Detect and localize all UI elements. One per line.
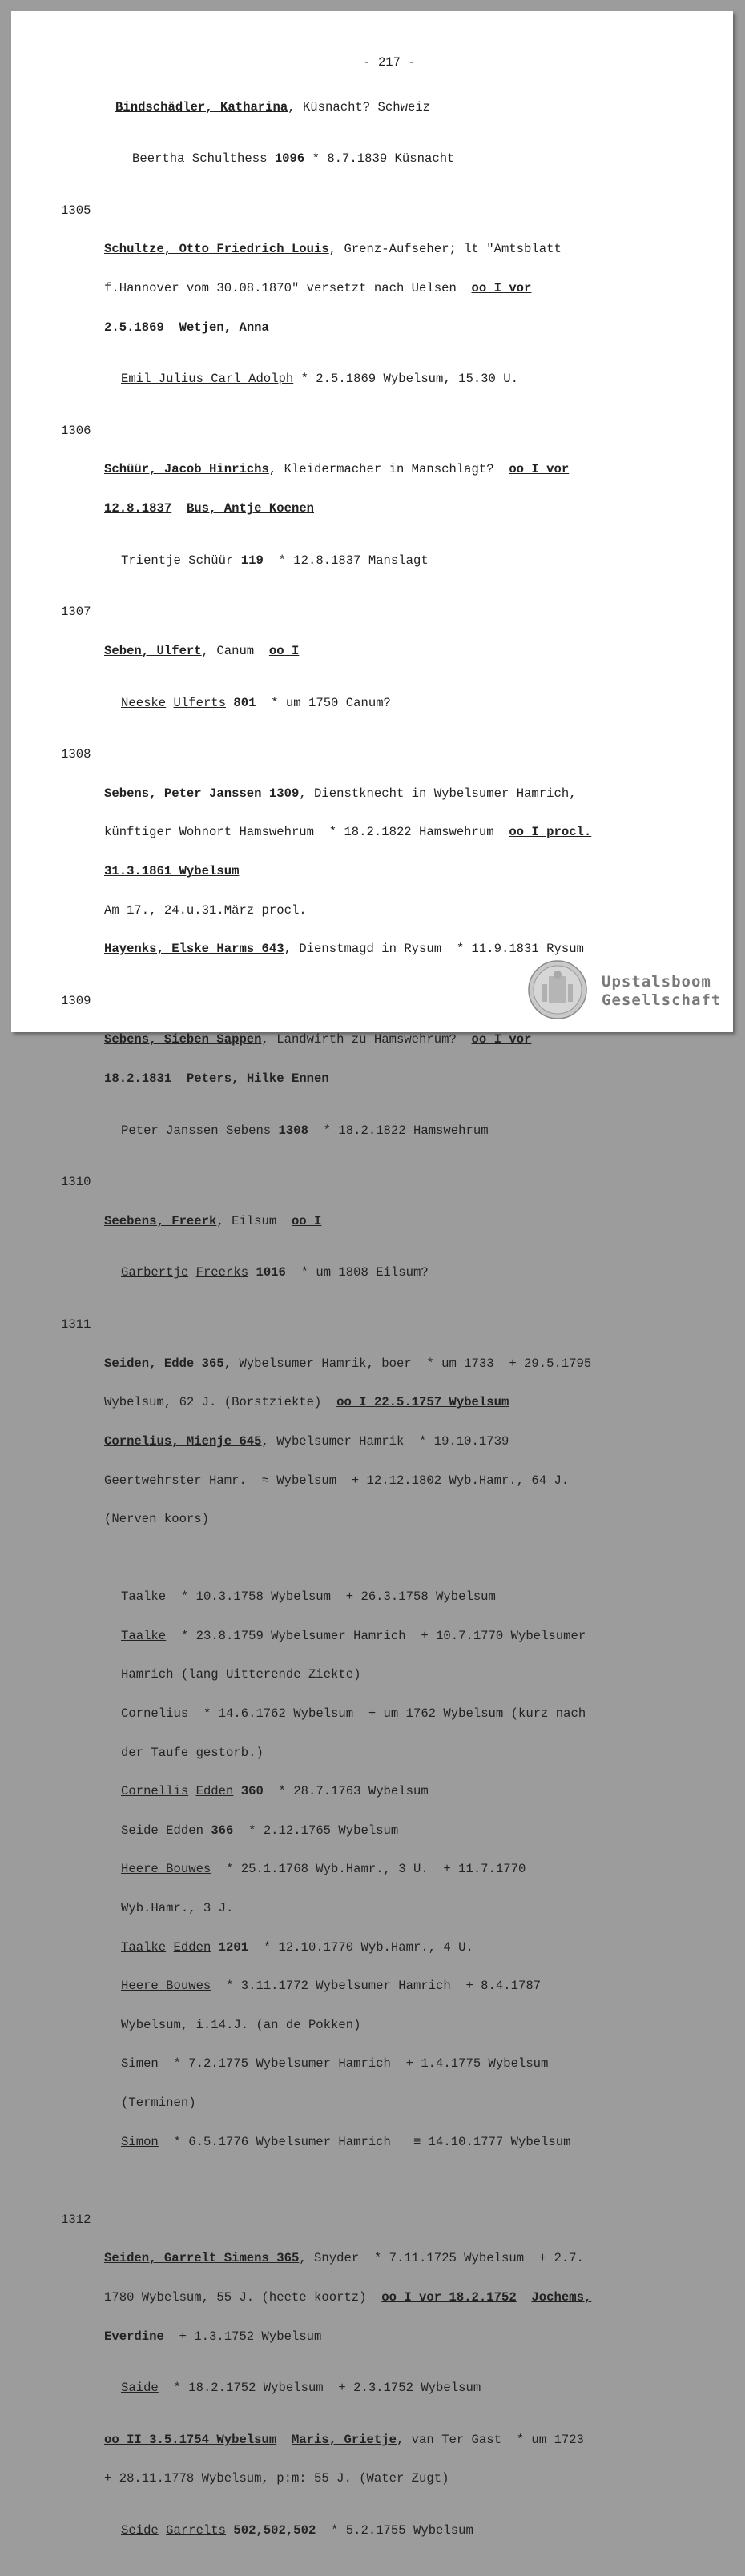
- child-details: * 18.2.1822 Hamswehrum: [308, 1123, 489, 1138]
- entry-1311: [61, 1318, 686, 2200]
- child-details: * 2.12.1765 Wybelsum: [233, 1822, 399, 1838]
- child-line: [121, 1785, 686, 1798]
- marriage-date: 2.5.1869: [104, 319, 164, 335]
- spouse-name: Wetjen, Anna: [179, 319, 269, 335]
- spouse-name: Peters, Hilke Ennen: [186, 1071, 329, 1087]
- person-name: Schüür, Jacob Hinrichs: [104, 462, 269, 477]
- child-first-name: Simon: [121, 2134, 159, 2149]
- marriage-date: 12.8.1837: [104, 501, 172, 516]
- child-line: [121, 1979, 686, 1992]
- child-line: [121, 1824, 686, 1837]
- entry-1308: [61, 748, 686, 982]
- child-ref: 502,502,502: [233, 2522, 316, 2538]
- person-details: , Dienstknecht in Wybelsumer Hamrich,: [299, 786, 577, 801]
- logo-line-1: Upstalsboom: [602, 973, 711, 991]
- person-details-cont: f.Hannover vom 30.08.1870" versetzt nach Uelsen: [104, 281, 472, 296]
- entry-number: 1306: [61, 423, 91, 438]
- person-details: , Wybelsumer Hamrik, boer * um 1733 + 29.5.1795: [224, 1356, 592, 1371]
- child-details: * 23.8.1759 Wybelsumer Hamrich + 10.7.1770 Wybelsumer: [166, 1628, 586, 1643]
- child-ref: 360: [240, 1784, 264, 1799]
- child-surname: Edden: [195, 1784, 234, 1799]
- entry-intro: [61, 74, 686, 191]
- child-line: [104, 554, 686, 567]
- child-first-name: Cornellis: [121, 1784, 189, 1799]
- person-details-cont: 1780 Wybelsum, 55 J. (heete koortz): [104, 2289, 382, 2305]
- marriage-label: oo I: [268, 643, 300, 658]
- child-line: [115, 152, 686, 165]
- child-details: * 5.2.1755 Wybelsum: [316, 2522, 473, 2538]
- child-first-name: Peter Janssen: [121, 1123, 219, 1138]
- person-name: Bindschädler, Katharina: [115, 99, 288, 115]
- child-ref: 119: [240, 553, 264, 568]
- child-surname: Schulthess: [191, 151, 268, 167]
- entry-number: 1312: [61, 2212, 91, 2227]
- child-surname: Freerks: [195, 1265, 249, 1280]
- person-name: Sebens, Sieben Sappen: [104, 1032, 262, 1047]
- entry-1310: [61, 1175, 686, 1305]
- child-line: [121, 1941, 686, 1954]
- child-first-name: Neeske: [121, 695, 167, 710]
- entry-number: 1307: [61, 605, 91, 620]
- second-spouse-name: Maris, Grietje: [291, 2432, 397, 2447]
- marriage-label: oo I: [291, 1213, 322, 1228]
- spouse-details-cont: (Nerven koors): [104, 1512, 210, 1527]
- spouse-name: Jochems,: [531, 2289, 592, 2305]
- child-line: [121, 1590, 686, 1603]
- child-details: * 8.7.1839 Küsnacht: [304, 151, 455, 167]
- marriage-label: oo I vor: [471, 281, 532, 296]
- person-name: Sebens, Peter Janssen 1309: [104, 786, 300, 801]
- child-surname: Ulferts: [173, 695, 227, 710]
- marriage-label: oo I vor 18.2.1752: [381, 2289, 517, 2305]
- child-line: [121, 2057, 686, 2070]
- child-details: * 12.10.1770 Wyb.Hamr., 4 U.: [248, 1939, 473, 1955]
- child-first-name: Heere Bouwes: [121, 1862, 211, 1877]
- spouse-details: + 1.3.1752 Wybelsum: [163, 2329, 322, 2344]
- person-name: Schultze, Otto Friedrich Louis: [104, 242, 329, 257]
- spouse-details-cont: Geertwehrster Hamr. ≈ Wybelsum + 12.12.1802 Wyb.Hamr., 64 J.: [104, 1473, 570, 1488]
- child-details: * 18.2.1752 Wybelsum + 2.3.1752 Wybelsum: [158, 2381, 481, 2396]
- page-number: - 217 -: [363, 55, 416, 70]
- child-line: [121, 2136, 686, 2148]
- person-details-cont: Wybelsum, 62 J. (Borstziekte): [104, 1395, 337, 1410]
- child-details: * 10.3.1758 Wybelsum + 26.3.1758 Wybelsum: [166, 1589, 496, 1605]
- spouse-details: , Wybelsumer Hamrik * 19.10.1739: [261, 1433, 509, 1449]
- child-ref: 1308: [278, 1123, 308, 1138]
- child-first-name: Emil Julius Carl Adolph: [121, 372, 294, 387]
- child-details: * um 1750 Canum?: [256, 695, 391, 710]
- child-details: * 7.2.1775 Wybelsumer Hamrich + 1.4.1775 Wybelsum: [158, 2056, 549, 2072]
- child-details: * 14.6.1762 Wybelsum + um 1762 Wybelsum (kurz nach: [188, 1706, 586, 1721]
- entry-number: 1305: [61, 203, 91, 218]
- child-details-cont: Wybelsum, i.14.J. (an de Pokken): [121, 2017, 361, 2032]
- child-first-name: Seide: [121, 2522, 159, 2538]
- spouse-name-cont: Everdine: [104, 2329, 164, 2344]
- person-details: , Küsnacht? Schweiz: [288, 99, 431, 115]
- person-name: Seiden, Edde 365: [104, 1356, 224, 1371]
- entry-1305: [61, 204, 686, 412]
- child-details-cont: der Taufe gestorb.): [121, 1745, 264, 1760]
- child-details: * 6.5.1776 Wybelsumer Hamrich ≡ 14.10.1777 Wybelsum: [158, 2134, 571, 2149]
- person-details: , Grenz-Aufseher; lt "Amtsblatt: [328, 242, 562, 257]
- child-first-name: Heere Bouwes: [121, 1979, 211, 1994]
- child-details: * um 1808 Eilsum?: [285, 1265, 429, 1280]
- children-list: [104, 1565, 686, 2175]
- child-details-cont: (Terminen): [121, 2096, 196, 2111]
- child-details: * 28.7.1763 Wybelsum: [263, 1784, 429, 1799]
- child-first-name: Cornelius: [121, 1706, 189, 1721]
- marriage-label: oo I 22.5.1757 Wybelsum: [336, 1395, 509, 1410]
- child-details-cont: Wyb.Hamr., 3 J.: [121, 1901, 234, 1915]
- child-details: * 2.5.1869 Wybelsum, 15.30 U.: [293, 372, 518, 387]
- child-surname: Edden: [166, 1822, 203, 1838]
- child-first-name: Simen: [121, 2056, 159, 2072]
- entry-1312: [61, 2213, 686, 2563]
- marriage-date: 18.2.1831: [104, 1071, 172, 1087]
- spouse-details: , Dienstmagd in Rysum * 11.9.1831 Rysum: [284, 942, 584, 957]
- marriage-label: oo I procl.: [509, 825, 592, 840]
- spouse-name: Bus, Antje Koenen: [186, 501, 315, 516]
- child-line: [104, 1124, 686, 1137]
- second-spouse-details: , van Ter Gast * um 1723: [396, 2432, 584, 2447]
- child-details: * 25.1.1768 Wyb.Hamr., 3 U. + 11.7.1770: [211, 1862, 526, 1877]
- logo-line-2: Gesellschaft: [602, 991, 722, 1009]
- child-line: [104, 1266, 686, 1279]
- child-details: * 3.11.1772 Wybelsumer Hamrich + 8.4.1787: [211, 1979, 542, 1994]
- society-logo: [528, 960, 724, 1024]
- person-details: , Kleidermacher in Manschlagt?: [268, 462, 509, 477]
- entry-1306: [61, 424, 686, 593]
- child-ref: 1016: [256, 1265, 286, 1280]
- person-name: Seiden, Garrelt Simens 365: [104, 2251, 300, 2266]
- child-line: [121, 1863, 686, 1875]
- child-ref: 366: [211, 1822, 234, 1838]
- logo-text: [602, 973, 721, 1010]
- person-details: , Eilsum: [216, 1213, 292, 1228]
- person-details: , Landwirth zu Hamswehrum?: [261, 1032, 472, 1047]
- entry-1307: [61, 605, 686, 735]
- child-line: [104, 697, 686, 709]
- child-first-name: Taalke: [121, 1628, 167, 1643]
- child-details-cont: Hamrich (lang Uitterende Ziekte): [121, 1667, 361, 1682]
- proclamation-note: Am 17., 24.u.31.März procl.: [104, 902, 307, 918]
- child-first-name: Saide: [121, 2381, 159, 2396]
- marriage-date: 31.3.1861 Wybelsum: [104, 863, 240, 878]
- child-ref: 1096: [274, 151, 305, 167]
- person-details: , Snyder * 7.11.1725 Wybelsum + 2.7.: [299, 2251, 584, 2266]
- person-details-cont: künftiger Wohnort Hamswehrum * 18.2.1822 Hamswehrum: [104, 825, 509, 840]
- spouse-name: Cornelius, Mienje 645: [104, 1433, 262, 1449]
- child-surname: Schüür: [188, 553, 234, 568]
- child-line: [104, 2381, 686, 2394]
- marriage-label: oo I vor: [471, 1032, 532, 1047]
- child-ref: 801: [233, 695, 256, 710]
- document-page: [11, 11, 733, 2538]
- entry-number: 1308: [61, 747, 91, 762]
- child-line: [121, 1630, 686, 1642]
- person-details: , Canum: [201, 643, 269, 658]
- child-first-name: Garbertje: [121, 1265, 189, 1280]
- seal-icon: [528, 960, 587, 1019]
- entry-number: 1311: [61, 1317, 91, 1332]
- child-first-name: Seide: [121, 1822, 159, 1838]
- person-name: Seebens, Freerk: [104, 1213, 217, 1228]
- marriage-label: oo I vor: [509, 462, 570, 477]
- child-surname: Sebens: [226, 1123, 272, 1138]
- child-ref: 1201: [218, 1939, 249, 1955]
- child-first-name: Taalke: [121, 1589, 167, 1605]
- child-first-name: Taalke: [121, 1939, 167, 1955]
- second-spouse-details-cont: + 28.11.1778 Wybelsum, p:m: 55 J. (Water Zugt): [104, 2471, 449, 2486]
- child-first-name: Trientje: [121, 553, 181, 568]
- child-line: [104, 2524, 686, 2537]
- child-surname: Edden: [173, 1939, 211, 1955]
- entry-number: 1310: [61, 1175, 91, 1190]
- child-line: [104, 372, 686, 385]
- entry-number: 1309: [61, 993, 91, 1008]
- child-first-name: Beertha: [132, 151, 185, 167]
- second-marriage-label: oo II 3.5.1754 Wybelsum: [104, 2432, 277, 2447]
- page-content: [61, 56, 686, 2576]
- spouse-name: Hayenks, Elske Harms 643: [104, 942, 284, 957]
- child-line: [121, 1707, 686, 1720]
- child-surname: Garrelts: [166, 2522, 227, 2538]
- child-details: * 12.8.1837 Manslagt: [263, 553, 429, 568]
- person-name: Seben, Ulfert: [104, 643, 202, 658]
